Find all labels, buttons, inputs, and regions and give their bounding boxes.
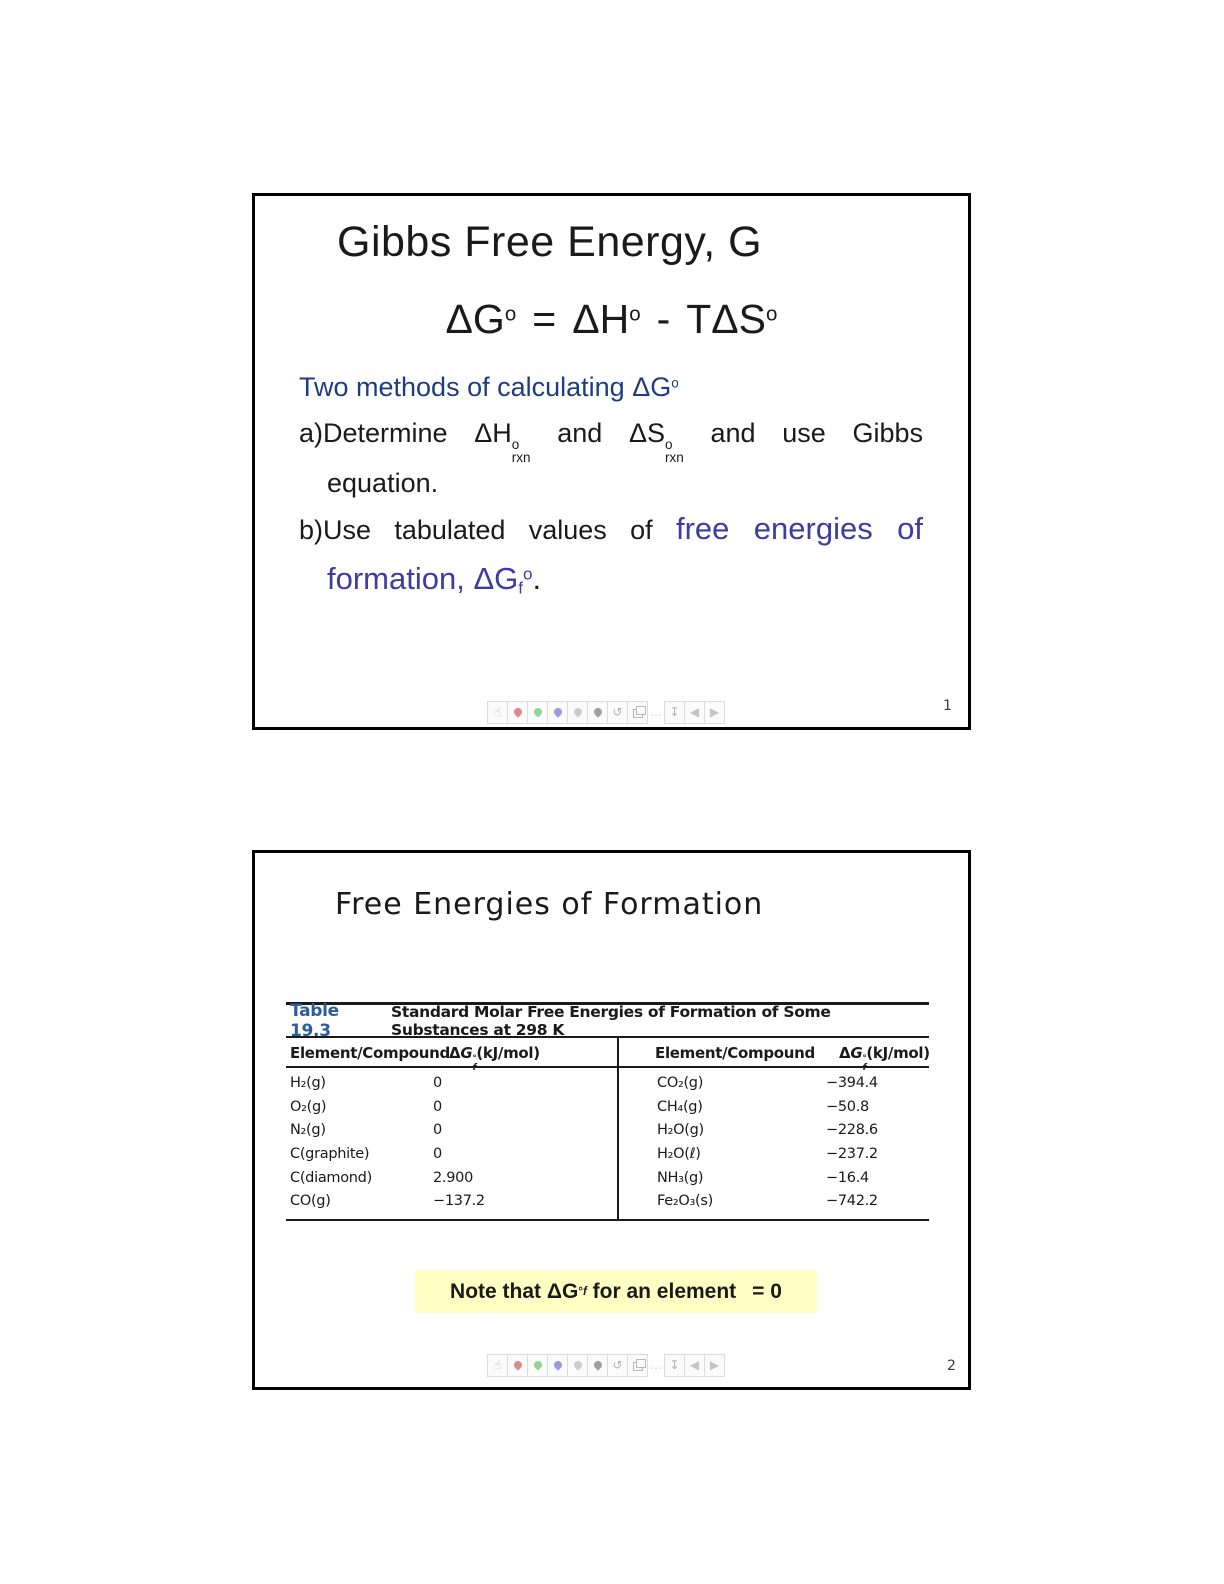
delta-g-f-symbol — [473, 561, 532, 596]
gibbs-equation — [255, 296, 968, 343]
table-row — [619, 1143, 929, 1167]
superscript-o: o — [629, 302, 641, 326]
degree-sign: ° — [472, 1053, 477, 1064]
gray-marker-icon — [572, 1359, 583, 1370]
delta-symbol: Δ — [839, 1044, 851, 1062]
item-text: ΔH — [474, 418, 512, 448]
table-row — [619, 1096, 929, 1120]
table-header-row — [619, 1038, 930, 1073]
eq-text: TΔS — [686, 296, 767, 342]
table-grid — [286, 1038, 929, 1221]
degree-sign: ° — [578, 1285, 583, 1298]
green-marker-icon[interactable] — [527, 1354, 548, 1377]
superscript-o: o — [766, 302, 778, 326]
subscript-rxn: rxn — [511, 450, 531, 466]
dark-marker-icon — [592, 1359, 603, 1370]
value-cell: 0 — [433, 1122, 442, 1139]
blue-marker-icon — [552, 706, 563, 717]
value-cell: 0 — [433, 1098, 442, 1115]
table-row — [286, 1072, 617, 1096]
method-item-a — [299, 418, 923, 499]
cascade-windows-icon — [633, 1362, 643, 1371]
compound-cell: N₂(g) — [290, 1122, 326, 1139]
item-text: formation, — [327, 561, 465, 596]
item-text: Determine — [323, 418, 448, 448]
subscript-f: f — [472, 1062, 477, 1073]
blue-marker-icon[interactable] — [547, 701, 568, 724]
download-to-bar-icon[interactable]: ↧ — [664, 701, 685, 724]
table-row — [286, 1096, 617, 1120]
minus-sign: - — [656, 296, 671, 342]
column-header-element: Element/Compound — [655, 1044, 815, 1062]
red-marker-icon — [512, 1359, 523, 1370]
table-caption-row — [286, 1000, 929, 1041]
item-text: ΔS — [629, 418, 666, 448]
red-marker-icon — [512, 706, 523, 717]
column-header-dgf — [839, 1044, 930, 1073]
table-row — [286, 1143, 617, 1167]
previous-page-icon[interactable]: ◀ — [684, 701, 705, 724]
item-label: b) — [299, 515, 324, 545]
item-b-line-1 — [299, 511, 923, 552]
value-cell: −394.4 — [826, 1075, 878, 1091]
compound-cell: H₂O(g) — [657, 1122, 704, 1139]
item-text: and — [557, 418, 603, 448]
superscript-o: o — [523, 564, 533, 584]
slide-1 — [252, 193, 971, 730]
column-header-dgf — [449, 1044, 540, 1073]
compound-cell: C(diamond) — [290, 1169, 372, 1186]
eq-term-dg — [446, 296, 517, 342]
column-header-element: Element/Compound — [290, 1044, 450, 1062]
cascade-windows-icon[interactable] — [627, 1354, 648, 1377]
item-text: and use Gibbs — [710, 418, 923, 448]
pointer-hand-icon[interactable]: ☝ — [487, 701, 508, 724]
more-icon[interactable]: … — [650, 1358, 662, 1372]
delta-g-symbol: ΔG — [546, 1279, 579, 1303]
red-marker-icon[interactable] — [507, 1354, 528, 1377]
slide2-title: Free Energies of Formation — [335, 887, 764, 922]
item-a-line-1 — [299, 418, 923, 466]
superscript-o: o — [504, 302, 517, 326]
table-row — [286, 1119, 617, 1143]
unit-label: (kJ/mol) — [476, 1044, 540, 1062]
value-cell: 0 — [433, 1146, 442, 1163]
gray-marker-icon[interactable] — [567, 701, 588, 724]
delta-s-rxn — [629, 418, 684, 466]
compound-cell: C(graphite) — [290, 1146, 370, 1163]
slide-2 — [252, 850, 971, 1390]
green-marker-icon[interactable] — [527, 701, 548, 724]
cascade-windows-icon — [633, 709, 643, 718]
sup-sub-stack — [512, 438, 531, 465]
table-row — [286, 1190, 617, 1214]
item-label: a) — [299, 418, 324, 448]
free-energies-highlight: free energies of — [675, 511, 923, 546]
method-item-b — [299, 511, 923, 598]
table-row — [619, 1119, 929, 1143]
table-row — [286, 1167, 617, 1191]
value-cell: 2.900 — [433, 1169, 474, 1186]
green-marker-icon — [532, 706, 543, 717]
compound-cell: CO₂(g) — [657, 1075, 704, 1091]
undo-icon[interactable]: ↺ — [607, 1354, 628, 1377]
table-caption: Standard Molar Free Energies of Formation of Some Substances at 298 K — [390, 1002, 831, 1039]
undo-icon[interactable]: ↺ — [607, 701, 628, 724]
g-symbol: G — [850, 1044, 863, 1062]
compound-cell: O₂(g) — [290, 1098, 327, 1115]
dark-marker-icon[interactable] — [587, 701, 608, 724]
slide1-subtitle — [299, 372, 679, 403]
equals-sign: = — [532, 296, 557, 342]
value-cell: 0 — [433, 1075, 442, 1091]
value-cell: −137.2 — [433, 1193, 485, 1210]
blue-marker-icon — [552, 1359, 563, 1370]
table-left-half — [286, 1038, 617, 1219]
superscript-o: o — [671, 375, 679, 391]
superscript-o: o — [511, 436, 520, 452]
compound-cell: H₂(g) — [290, 1075, 326, 1091]
page-number: 1 — [943, 698, 952, 714]
compound-cell: NH₃(g) — [657, 1169, 704, 1186]
subscript-rxn: rxn — [665, 450, 684, 466]
formation-table-left-rows — [286, 1068, 617, 1219]
compound-cell: Fe₂O₃(s) — [657, 1193, 713, 1210]
period: . — [532, 561, 542, 596]
green-marker-icon — [532, 1359, 543, 1370]
value-cell: −237.2 — [826, 1146, 878, 1163]
unit-label: (kJ/mol) — [866, 1044, 930, 1062]
dark-marker-icon[interactable] — [587, 1354, 608, 1377]
next-page-icon[interactable]: ▶ — [704, 701, 725, 724]
download-to-bar-icon[interactable]: ↧ — [664, 1354, 685, 1377]
red-marker-icon[interactable] — [507, 701, 528, 724]
subscript-f: f — [862, 1062, 867, 1073]
note-banner — [415, 1270, 817, 1313]
sup-sub-stack — [665, 438, 684, 465]
delta-h-rxn — [474, 418, 531, 466]
previous-page-icon[interactable]: ◀ — [684, 1354, 705, 1377]
item-b-line-2 — [327, 561, 923, 598]
table-row — [619, 1190, 929, 1214]
next-page-icon[interactable]: ▶ — [704, 1354, 725, 1377]
cascade-windows-icon[interactable] — [627, 701, 648, 724]
value-cell: −50.8 — [826, 1098, 869, 1115]
eq-term-dh — [572, 296, 640, 342]
degree-sign: ° — [862, 1053, 867, 1064]
compound-cell: CH₄(g) — [657, 1098, 703, 1115]
table-label: Table 19.3 — [290, 1000, 339, 1041]
delta-symbol: Δ — [449, 1044, 461, 1062]
blue-marker-icon[interactable] — [547, 1354, 568, 1377]
note-text: Note that — [450, 1279, 547, 1303]
compound-cell: CO(g) — [290, 1193, 331, 1210]
dark-marker-icon — [592, 706, 603, 717]
pointer-hand-icon[interactable]: ☝ — [487, 1354, 508, 1377]
subtitle-text: Two methods of calculating — [299, 372, 633, 402]
g-symbol: G — [460, 1044, 473, 1062]
item-text: ΔG — [473, 561, 519, 596]
note-equals-zero: = 0 — [752, 1279, 782, 1303]
eq-text: ΔH — [572, 296, 630, 342]
item-text: Use tabulated values of — [323, 515, 653, 545]
value-cell: −742.2 — [826, 1193, 878, 1210]
item-a-line-2: equation. — [327, 468, 439, 498]
value-cell: −16.4 — [826, 1169, 869, 1186]
annotation-toolbar — [488, 1354, 725, 1376]
eq-text: ΔG — [445, 296, 505, 342]
gray-marker-icon — [572, 706, 583, 717]
eq-term-tds — [686, 296, 777, 342]
table-row — [619, 1167, 929, 1191]
subscript-f: f — [518, 578, 524, 598]
gray-marker-icon[interactable] — [567, 1354, 588, 1377]
formation-table — [286, 1002, 929, 1221]
value-cell: −228.6 — [826, 1122, 878, 1139]
table-right-half — [617, 1038, 929, 1219]
formation-table-right-rows — [619, 1068, 929, 1219]
compound-cell: H₂O(ℓ) — [657, 1146, 701, 1163]
table-header-row — [286, 1038, 617, 1073]
annotation-toolbar — [488, 701, 725, 723]
formation-highlight — [327, 561, 533, 596]
page-number: 2 — [947, 1358, 956, 1374]
table-row — [619, 1072, 929, 1096]
delta-g-symbol: ΔG — [632, 372, 672, 402]
note-text: for an element — [586, 1279, 737, 1303]
more-icon[interactable]: … — [650, 705, 662, 719]
slide1-title: Gibbs Free Energy, G — [337, 218, 763, 266]
superscript-o: o — [665, 436, 673, 452]
subscript-f: f — [582, 1285, 587, 1298]
